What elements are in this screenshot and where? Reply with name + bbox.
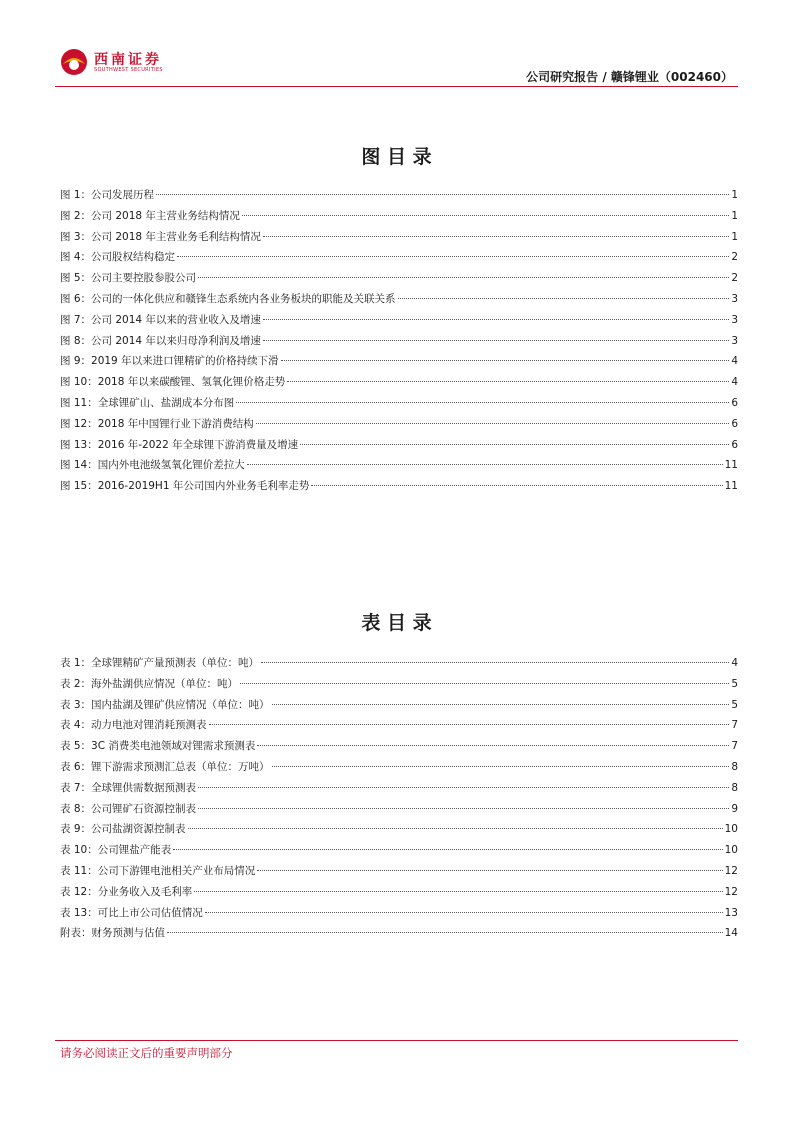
toc-page-number[interactable]: 6 xyxy=(731,417,738,430)
figures-list-title: 图 目 录 xyxy=(361,146,432,168)
footer-divider xyxy=(55,1040,738,1041)
dot-leader xyxy=(261,662,729,663)
logo-chinese-name: 西南证券 xyxy=(94,52,162,68)
dot-leader xyxy=(209,724,730,725)
toc-entry-label[interactable]: 图 11：全球锂矿山、盐湖成本分布图 xyxy=(60,396,235,409)
toc-entry-label[interactable]: 表 1：全球锂精矿产量预测表（单位：吨） xyxy=(60,657,260,669)
dot-leader xyxy=(205,912,723,913)
figure-toc-entry[interactable] xyxy=(60,289,738,310)
toc-entry-label[interactable]: 图 2：公司 2018 年主营业务结构情况 xyxy=(60,209,240,222)
dot-leader xyxy=(257,745,729,746)
table-toc-entry[interactable] xyxy=(60,674,738,695)
toc-entry-label[interactable]: 图 12：2018 年中国锂行业下游消费结构 xyxy=(60,417,254,430)
toc-page-number[interactable]: 8 xyxy=(731,781,738,794)
toc-entry-label[interactable]: 图 14：国内外电池级氢氧化锂价差拉大 xyxy=(60,459,245,472)
toc-page-number[interactable]: 2 xyxy=(731,251,738,264)
toc-page-number[interactable]: 3 xyxy=(731,334,738,347)
figure-toc-entry[interactable] xyxy=(60,247,738,268)
dot-leader xyxy=(198,808,729,809)
toc-entry-label[interactable]: 图 9：2019 年以来进口锂精矿的价格持续下滑 xyxy=(60,355,279,368)
toc-entry-label[interactable]: 图 13：2016 年-2022 年全球锂下游消费量及增速 xyxy=(60,438,299,451)
table-toc-entry[interactable] xyxy=(60,903,738,924)
toc-page-number[interactable]: 11 xyxy=(724,480,738,493)
toc-entry-label[interactable]: 图 7：公司 2014 年以来的营业收入及增速 xyxy=(60,313,261,326)
logo-emblem-icon xyxy=(60,48,88,76)
toc-entry-label[interactable]: 表 7：全球锂供需数据预测表 xyxy=(60,781,197,794)
figure-toc-entry[interactable] xyxy=(60,310,738,331)
footer-disclaimer: 请务必阅读正文后的重要声明部分 xyxy=(60,1046,233,1060)
table-toc-entry[interactable] xyxy=(60,715,738,736)
toc-page-number[interactable]: 7 xyxy=(731,719,738,732)
figure-toc-entry[interactable] xyxy=(60,476,738,497)
toc-entry-label[interactable]: 图 15：2016-2019H1 年公司国内外业务毛利率走势 xyxy=(60,480,310,493)
figure-toc-entry[interactable] xyxy=(60,372,738,393)
toc-entry-label[interactable]: 图 1：公司发展历程 xyxy=(60,189,155,201)
tables-list xyxy=(60,653,738,944)
toc-page-number[interactable]: 8 xyxy=(731,760,738,773)
toc-entry-label[interactable]: 表 12：分业务收入及毛利率 xyxy=(60,885,193,898)
toc-entry-label[interactable]: 表 5：3C 消费类电池领域对锂需求预测表 xyxy=(60,740,256,753)
toc-page-number[interactable]: 4 xyxy=(731,355,738,368)
figure-toc-entry[interactable] xyxy=(60,351,738,372)
toc-page-number[interactable]: 5 xyxy=(731,698,738,711)
dot-leader xyxy=(247,464,723,465)
table-toc-entry[interactable] xyxy=(60,840,738,861)
toc-page-number[interactable]: 4 xyxy=(731,657,738,669)
toc-entry-label[interactable]: 图 6：公司的一体化供应和赣锋生态系统内各业务板块的职能及关联关系 xyxy=(60,292,396,305)
dot-leader xyxy=(194,891,722,892)
toc-entry-label[interactable]: 图 10：2018 年以来碳酸锂、氢氧化锂价格走势 xyxy=(60,376,286,389)
toc-page-number[interactable]: 2 xyxy=(731,272,738,285)
toc-entry-label[interactable]: 附表：财务预测与估值 xyxy=(60,927,165,940)
table-toc-entry[interactable] xyxy=(60,799,738,820)
dot-leader xyxy=(263,236,729,237)
toc-entry-label[interactable]: 表 6：锂下游需求预测汇总表（单位：万吨） xyxy=(60,760,270,773)
toc-entry-label[interactable]: 表 3：国内盐湖及锂矿供应情况（单位：吨） xyxy=(60,698,270,711)
toc-page-number[interactable]: 10 xyxy=(724,844,738,857)
table-toc-entry[interactable] xyxy=(60,778,738,799)
figure-toc-entry[interactable] xyxy=(60,185,738,206)
dot-leader xyxy=(198,277,729,278)
table-toc-entry[interactable] xyxy=(60,695,738,716)
toc-page-number[interactable]: 9 xyxy=(731,802,738,815)
toc-entry-label[interactable]: 表 11：公司下游锂电池相关产业布局情况 xyxy=(60,864,256,877)
toc-page-number[interactable]: 11 xyxy=(724,459,738,472)
toc-page-number[interactable]: 3 xyxy=(731,292,738,305)
figure-toc-entry[interactable] xyxy=(60,331,738,352)
report-header-label: 公司研究报告 / 赣锋锂业（002460） xyxy=(526,70,733,84)
toc-entry-label[interactable]: 表 8：公司锂矿石资源控制表 xyxy=(60,802,197,815)
toc-page-number[interactable]: 4 xyxy=(731,376,738,389)
header-divider xyxy=(55,86,738,87)
dot-leader xyxy=(188,828,723,829)
dot-leader xyxy=(240,683,729,684)
table-toc-entry[interactable] xyxy=(60,653,738,674)
toc-page-number[interactable]: 10 xyxy=(724,823,738,836)
dot-leader xyxy=(272,766,730,767)
logo-english-name: SOUTHWEST SECURITIES xyxy=(94,67,163,73)
dot-leader xyxy=(198,787,729,788)
figure-toc-entry[interactable] xyxy=(60,206,738,227)
toc-entry-label[interactable]: 表 13：可比上市公司估值情况 xyxy=(60,906,203,919)
dot-leader xyxy=(272,704,730,705)
toc-entry-label[interactable]: 表 9：公司盐湖资源控制表 xyxy=(60,823,186,836)
figure-toc-entry[interactable] xyxy=(60,268,738,289)
toc-page-number[interactable]: 13 xyxy=(724,906,738,919)
toc-entry-label[interactable]: 图 8：公司 2014 年以来归母净利润及增速 xyxy=(60,334,261,347)
toc-entry-label[interactable]: 表 10：公司锂盐产能表 xyxy=(60,844,172,857)
dot-leader xyxy=(281,360,730,361)
figure-toc-entry[interactable] xyxy=(60,414,738,435)
dot-leader xyxy=(287,381,729,382)
toc-page-number[interactable]: 14 xyxy=(724,927,738,940)
figure-toc-entry[interactable] xyxy=(60,227,738,248)
toc-page-number[interactable]: 7 xyxy=(731,740,738,753)
figure-toc-entry[interactable] xyxy=(60,393,738,414)
dot-leader xyxy=(236,402,729,403)
toc-page-number[interactable]: 6 xyxy=(731,396,738,409)
table-toc-entry[interactable] xyxy=(60,923,738,944)
tables-list-title: 表 目 录 xyxy=(361,612,432,634)
figure-toc-entry[interactable] xyxy=(60,435,738,456)
dot-leader xyxy=(263,340,729,341)
toc-page-number[interactable]: 12 xyxy=(724,885,738,898)
table-toc-entry[interactable] xyxy=(60,819,738,840)
table-toc-entry[interactable] xyxy=(60,861,738,882)
dot-leader xyxy=(242,215,729,216)
dot-leader xyxy=(263,319,729,320)
toc-entry-label[interactable]: 图 5：公司主要控股参股公司 xyxy=(60,272,197,285)
dot-leader xyxy=(167,932,723,933)
dot-leader xyxy=(300,444,729,445)
dot-leader xyxy=(256,423,730,424)
toc-entry-label[interactable]: 表 4：动力电池对锂消耗预测表 xyxy=(60,719,207,732)
dot-leader xyxy=(311,485,722,486)
figures-list xyxy=(60,185,738,497)
company-logo xyxy=(60,48,170,80)
dot-leader xyxy=(257,870,722,871)
toc-entry-label[interactable]: 表 2：海外盐湖供应情况（单位：吨） xyxy=(60,677,239,690)
table-toc-entry[interactable] xyxy=(60,882,738,903)
dot-leader xyxy=(398,298,730,299)
toc-page-number[interactable]: 1 xyxy=(731,209,738,222)
dot-leader xyxy=(156,194,729,195)
dot-leader xyxy=(173,849,722,850)
toc-entry-label[interactable]: 图 3：公司 2018 年主营业务毛利结构情况 xyxy=(60,230,261,243)
toc-page-number[interactable]: 12 xyxy=(724,864,738,877)
figure-toc-entry[interactable] xyxy=(60,455,738,476)
toc-page-number[interactable]: 5 xyxy=(731,677,738,690)
toc-page-number[interactable]: 1 xyxy=(731,189,738,201)
dot-leader xyxy=(177,256,729,257)
table-toc-entry[interactable] xyxy=(60,736,738,757)
toc-entry-label[interactable]: 图 4：公司股权结构稳定 xyxy=(60,251,176,264)
toc-page-number[interactable]: 3 xyxy=(731,313,738,326)
toc-page-number[interactable]: 6 xyxy=(731,438,738,451)
table-toc-entry[interactable] xyxy=(60,757,738,778)
toc-page-number[interactable]: 1 xyxy=(731,230,738,243)
